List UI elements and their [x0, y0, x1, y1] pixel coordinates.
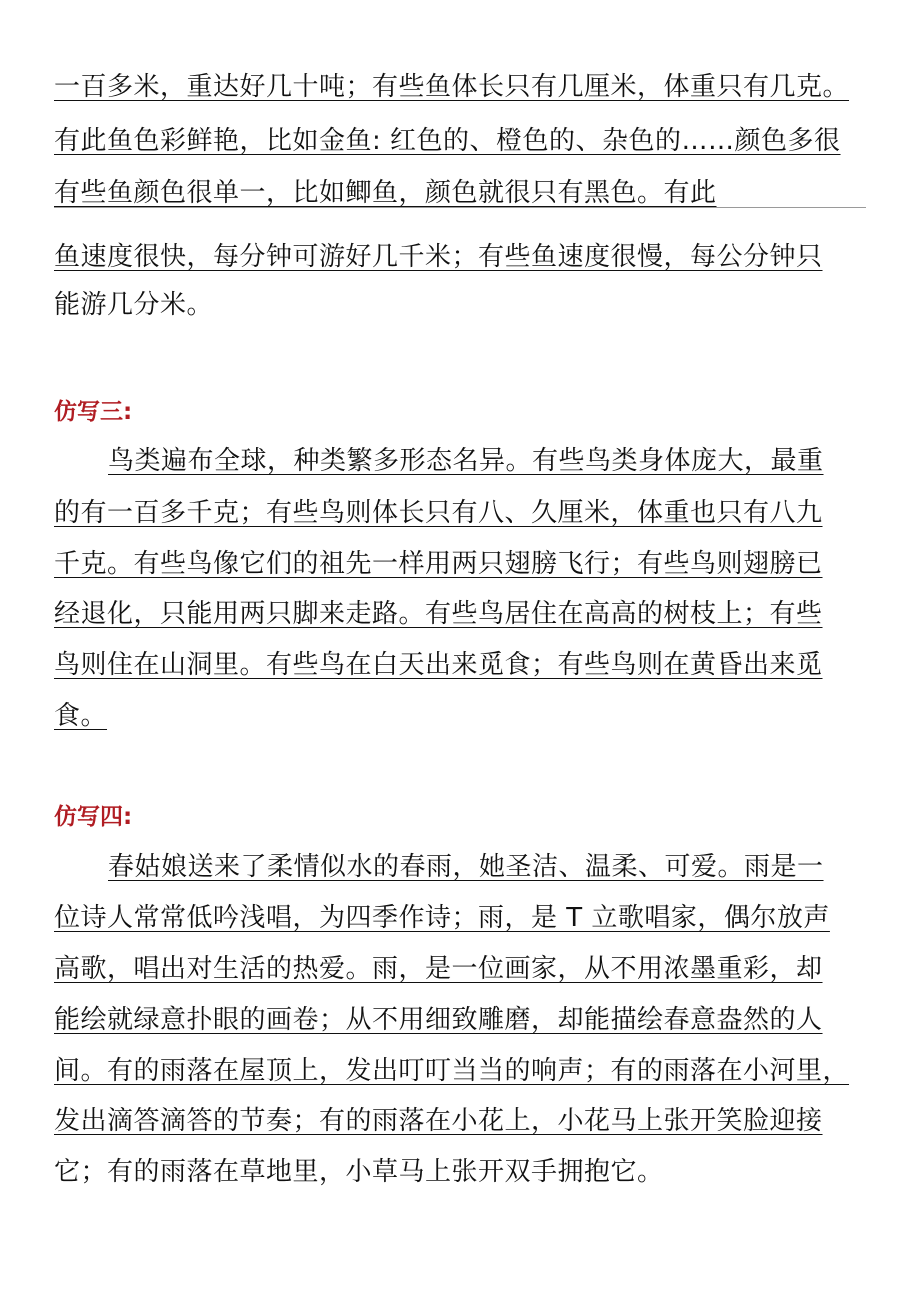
- section-3-line-4: 经退化，只能用两只脚来走路。有些鸟居住在高高的树枝上；有些: [54, 599, 823, 629]
- section-3-heading: 仿写三:: [54, 399, 133, 425]
- section-3-line-5: 鸟则住在山洞里。有些鸟在白天出来觅食；有些鸟则在黄昏出来觅: [54, 650, 823, 680]
- section-4-heading: 仿写四:: [54, 804, 133, 830]
- paragraph-fish-line-5: 能游几分米。: [54, 290, 214, 320]
- section-3-line-6: 食。: [54, 701, 108, 731]
- section-4-line-2: 位诗人常常低吟浅唱，为四季作诗；雨，是 T 立歌唱家，偶尔放声: [54, 903, 830, 933]
- section-3-line-1: 鸟类遍布全球，种类繁多形态名异。有些鸟类身体庞大，最重: [108, 446, 824, 476]
- section-4-line-5: 间。有的雨落在屋顶上，发出叮叮当当的响声；有的雨落在小河里，: [54, 1056, 850, 1086]
- paragraph-fish-line-3: 有些鱼颜色很单一，比如鲫鱼，颜色就很只有黑色。有此: [54, 178, 717, 208]
- section-4-line-6: 发出滴答滴答的节奏；有的雨落在小花上，小花马上张开笑脸迎接: [54, 1106, 823, 1136]
- paragraph-fish-line-2: 有此鱼色彩鲜艳，比如金鱼: 红色的、橙色的、杂色的……颜色多很: [54, 126, 841, 156]
- divider-rule: [54, 207, 866, 208]
- section-4-line-3: 高歌，唱出对生活的热爱。雨，是一位画家，从不用浓墨重彩，却: [54, 954, 823, 984]
- section-3-line-2: 的有一百多千克；有些鸟则体长只有八、久厘米，体重也只有八九: [54, 498, 823, 528]
- paragraph-fish-line-4: 鱼速度很快，每分钟可游好几千米；有些鱼速度很慢，每公分钟只: [54, 242, 823, 272]
- section-4-line-4: 能绘就绿意扑眼的画卷；从不用细致雕磨，却能描绘春意盎然的人: [54, 1005, 823, 1035]
- section-3-line-3: 千克。有些鸟像它们的祖先一样用两只翅膀飞行；有些鸟则翅膀已: [54, 549, 823, 579]
- paragraph-fish-line-1: 一百多米，重达好几十吨；有些鱼体长只有几厘米，体重只有几克。: [54, 72, 850, 102]
- section-4-line-1: 春姑娘送来了柔情似水的春雨，她圣洁、温柔、可爱。雨是一: [108, 852, 824, 882]
- section-4-line-7: 它；有的雨落在草地里，小草马上张开双手拥抱它。: [54, 1157, 664, 1187]
